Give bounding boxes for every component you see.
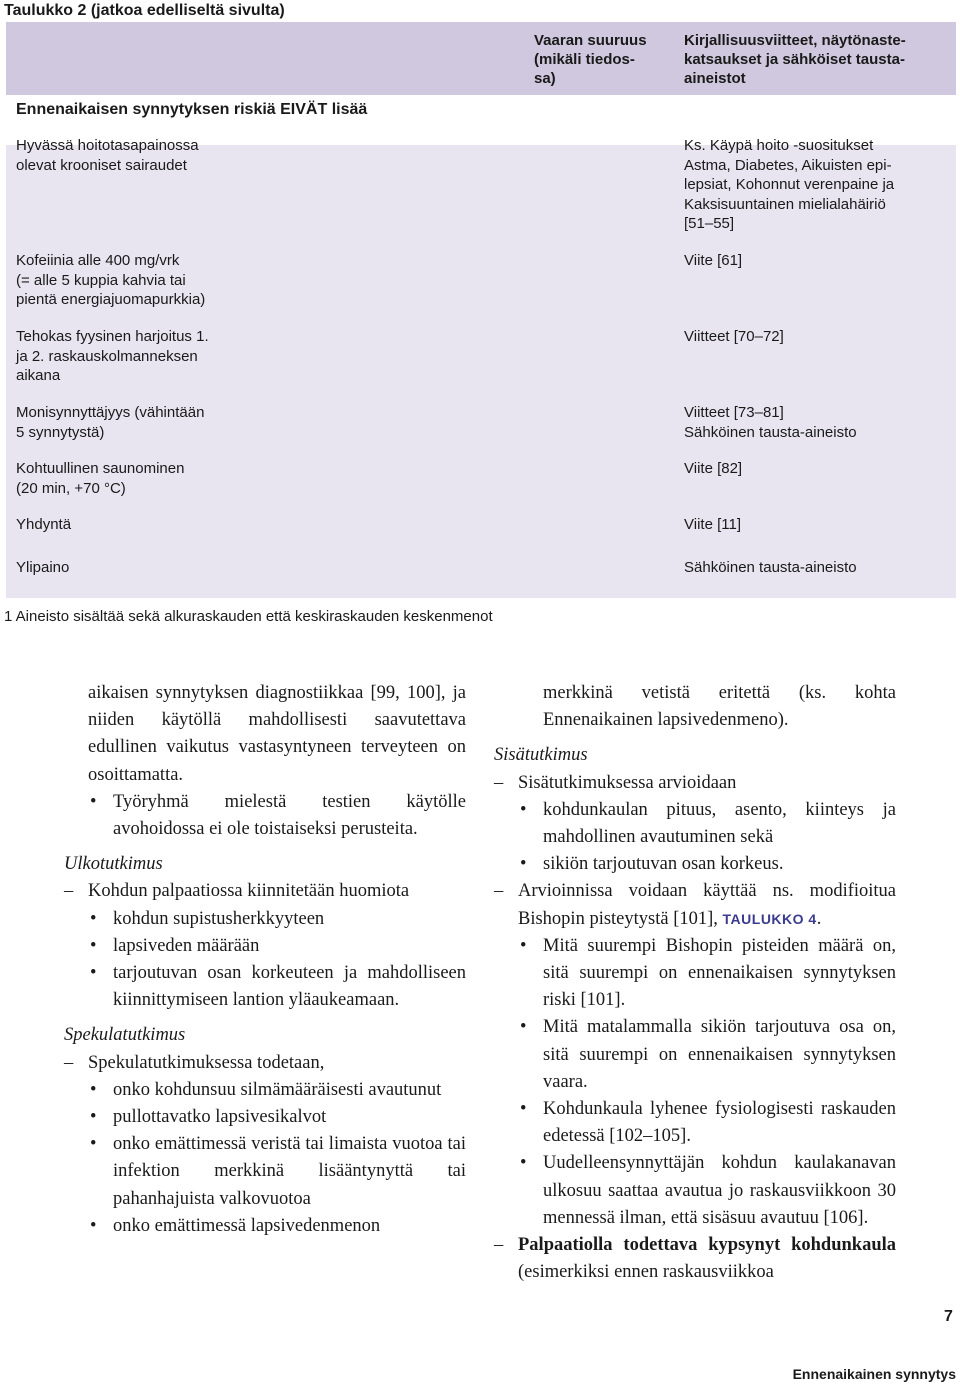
table-row-factor: Yhdyntä (16, 516, 72, 533)
header-risk-size: Vaaran suuruus (mikäli tiedos- sa) (534, 32, 647, 87)
table-row-factor: Hyvässä hoitotasapainossa olevat krooniset sairaudet (16, 137, 199, 174)
dash-item: – Arvioinnissa voidaan käyttää ns. modifioitua Bishopin pisteytystä [101], TAULUKKO 4. (494, 881, 896, 929)
list-item: • kohdunkaulan pituus, asento, kiinteys ja mahdollinen avautuminen sekä (520, 799, 896, 848)
dash-item: – Kohdun palpaatiossa kiinnitetään huomiota (64, 881, 410, 902)
list-item: • Kohdunkaula lyhenee fysiologisesti raskauden edetessä [102–105]. (520, 1099, 896, 1147)
list-item: • sikiön tarjoutuvan osan korkeus. (520, 854, 784, 875)
section-heading-sisatutkimus: Sisätutkimus (494, 745, 588, 766)
right-text-column (494, 680, 896, 1286)
table-row-refs: Viite [61] (684, 252, 743, 269)
list-item: • Mitä matalammalla sikiön tarjoutuva osa on, sitä suurempi on ennenaikaisen synnytyksen vaara. (520, 1017, 896, 1092)
list-item: • onko emättimessä lapsivedenmenon (90, 1215, 381, 1236)
list-item: • Uudelleensynnyttäjän kohdun kaulakanavan ulkosuu saattaa avautua jo raskausviikkoon 30 mennessä ilman, että sisäsuu avautuu [106]. (520, 1153, 896, 1228)
table-header-row (6, 22, 956, 95)
dash-item: – Sisätutkimuksessa arvioidaan (494, 772, 737, 793)
table-row-refs: Viitteet [70–72] (684, 328, 784, 345)
table-caption: Taulukko 2 (jatkoa edelliseltä sivulta) (4, 2, 285, 19)
table-reference-link[interactable]: TAULUKKO 4 (722, 910, 817, 927)
list-item: • Mitä suurempi Bishopin pisteiden määrä on, sitä suurempi on ennenaikaisen synnytyksen riski [101]. (520, 935, 896, 1011)
list-item: • Työryhmä mielestä testien käytölle avohoidossa ei ole toistaiseksi perusteita. (90, 791, 466, 840)
table-row-factor: Monisynnyttäjyys (vähintään 5 synnytystä) (16, 404, 205, 441)
list-item: • onko emättimessä veristä tai limaista vuotoa tai infektion merkkinä lisääntynyttä tai pahanhajuista valkovuotoa (90, 1134, 466, 1209)
table-row-refs: Ks. Käypä hoito -suositukset Astma, Diabetes, Aikuisten epi- lepsiat, Kohonnut verenpaine ja Kaksisuuntainen mielialahäiriö [51–55] (684, 137, 895, 232)
risk-table (6, 22, 956, 598)
list-item: • pullottavatko lapsivesikalvot (90, 1107, 327, 1128)
section-heading-ulkotutkimus: Ulkotutkimus (64, 854, 163, 875)
list-item: • kohdun supistusherkkyyteen (90, 908, 325, 929)
page-number: 7 (944, 1308, 953, 1325)
continuation-paragraph: merkkinä vetistä eritettä (ks. kohta Ennenaikainen lapsivedenmeno). (543, 683, 896, 731)
table-row-refs: Viite [11] (684, 516, 741, 533)
running-footer: Ennenaikainen synnytys (792, 1366, 956, 1382)
table-row-factor: Kofeiinia alle 400 mg/vrk (= alle 5 kuppia kahvia tai pientä energiajuomapurkkia) (16, 252, 206, 308)
table-row-factor: Tehokas fyysinen harjoitus 1. ja 2. raskauskolmanneksen aikana (16, 328, 209, 384)
header-references: Kirjallisuusviitteet, näytönaste- katsaukset ja sähköiset tausta- aineistot (684, 32, 906, 87)
table-section-label: Ennenaikaisen synnytyksen riskiä EIVÄT lisää (16, 101, 368, 118)
left-text-column (64, 680, 466, 1240)
table-row-refs: Viite [82] (684, 460, 743, 477)
dash-item: – Spekulatutkimuksessa todetaan, (64, 1052, 325, 1073)
list-item: • tarjoutuvan osan korkeuteen ja mahdolliseen kiinnittymiseen lantion yläaukeamaan. (90, 963, 466, 1011)
table-row-factor: Ylipaino (16, 559, 70, 576)
table-footnote: 1 Aineisto sisältää sekä alkuraskauden että keskiraskauden keskenmenot (4, 608, 493, 625)
table-row-refs: Viitteet [73–81] Sähköinen tausta-aineisto (684, 404, 857, 441)
table-row-refs: Sähköinen tausta-aineisto (684, 559, 857, 576)
dash-item: – Palpaatiolla todettava kypsynyt kohdunkaula (esimerkiksi ennen raskausviikkoa (494, 1235, 896, 1283)
table-row-factor: Kohtuullinen saunominen (20 min, +70 °C) (16, 460, 185, 497)
list-item: • onko kohdunsuu silmämääräisesti avautunut (90, 1079, 442, 1100)
list-item: • lapsiveden määrään (90, 935, 260, 956)
section-heading-spekulatutkimus: Spekulatutkimus (64, 1025, 186, 1046)
intro-paragraph: aikaisen synnytyksen diagnostiikkaa [99, 100], ja niiden käytöllä mahdollisesti saavutettava edullinen vaikutus vastasyntyneen terveyteen on osoittamatta. (88, 683, 466, 785)
